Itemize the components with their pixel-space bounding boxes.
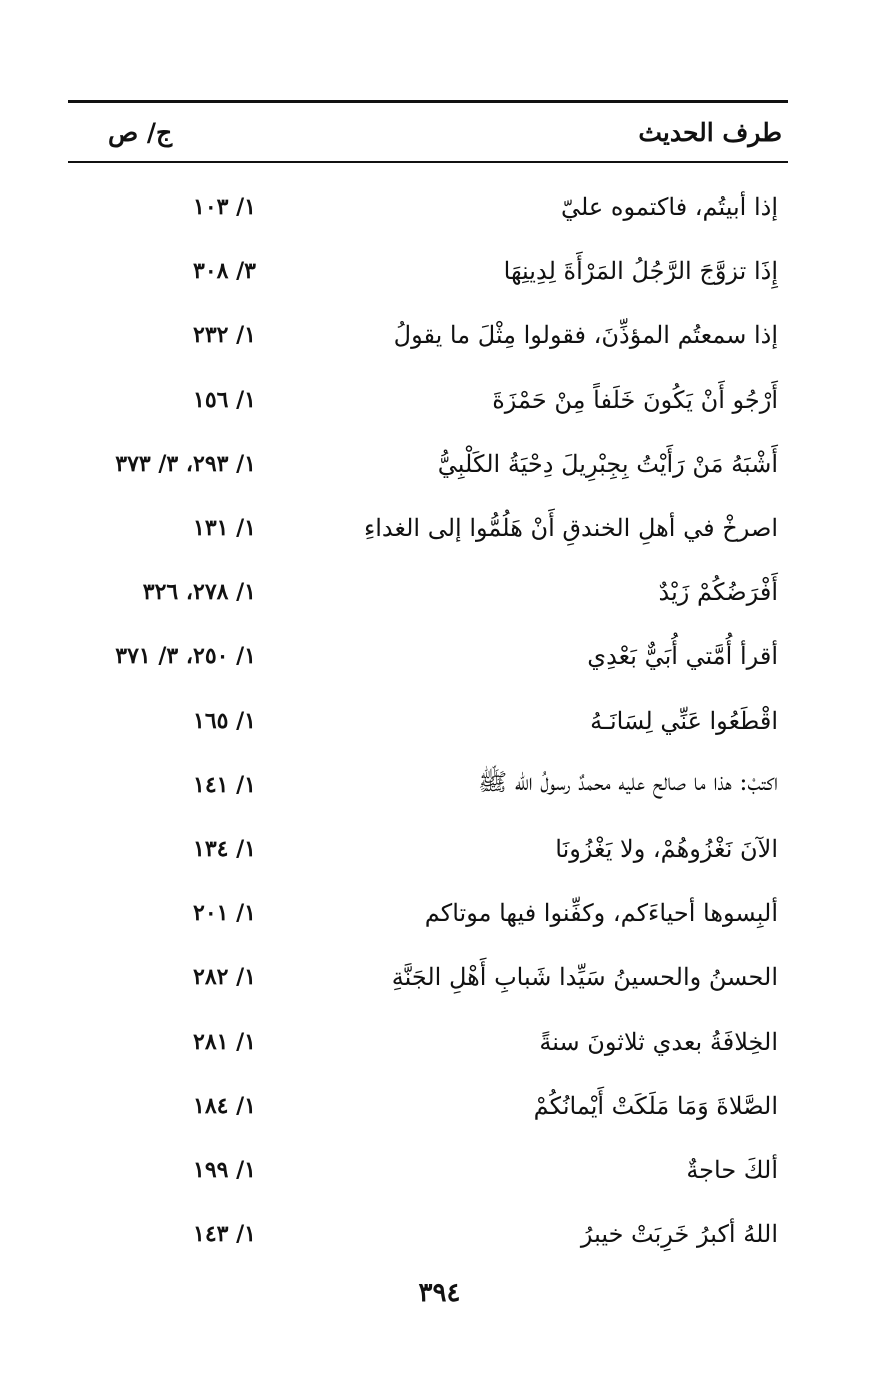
volume-page-ref: ١/ ٢٨٢ xyxy=(193,964,256,991)
table-row xyxy=(68,753,788,817)
table-row xyxy=(68,432,788,496)
page-number: ٣٩٤ xyxy=(418,1278,461,1308)
volume-page-ref: ١/ ١٤١ xyxy=(193,771,256,798)
volume-page-ref: ١/ ١٨٤ xyxy=(193,1092,256,1119)
volume-page-ref: ٣/ ٣٠٨ xyxy=(193,258,256,285)
hadith-text: ألكَ حاجةٌ xyxy=(686,1155,778,1184)
hadith-text: أَفْرَضُكُمْ زَيْدٌ xyxy=(658,578,778,607)
hadith-text: اصرخْ في أهلِ الخندقِ أَنْ هَلُمُّوا إلى الغداءِ xyxy=(363,514,778,543)
table-row xyxy=(68,1202,788,1266)
table-row xyxy=(68,560,788,624)
table-row xyxy=(68,1138,788,1202)
hadith-text: الصَّلاةَ وَمَا مَلَكَتْ أَيْمانُكُمْ xyxy=(533,1091,778,1120)
header-rule xyxy=(68,161,788,163)
hadith-text: أَشْبَهُ مَنْ رَأَيْتُ بِجِبْرِيلَ دِحْيَةُ الكَلْبِيُّ xyxy=(437,449,778,478)
hadith-text: ألبِسوها أحياءَكم، وكفِّنوا فيها موتاكم xyxy=(424,899,778,928)
table-row xyxy=(68,689,788,753)
table-row xyxy=(68,945,788,1009)
hadith-text: الخِلافَةُ بعدي ثلاثونَ سنةً xyxy=(539,1027,778,1056)
table-row xyxy=(68,303,788,367)
table-header xyxy=(68,103,788,161)
volume-page-ref: ١/ ١٤٣ xyxy=(193,1221,256,1248)
table-row xyxy=(68,496,788,560)
hadith-text: إِذَا تزوَّجَ الرَّجُلُ المَرْأَةَ لِدِينِهَا xyxy=(503,257,778,286)
hadith-text: الآنَ نَغْزُوهُمْ، ولا يَغْزُونَا xyxy=(555,834,778,863)
hadith-text: اقْطَعُوا عَنِّي لِسَانَـهُ xyxy=(590,706,778,735)
table-rows xyxy=(68,175,788,1266)
volume-page-ref: ١/ ١٩٩ xyxy=(193,1156,256,1183)
volume-page-ref: ١/ ٢٠١ xyxy=(193,900,256,927)
table-row xyxy=(68,1074,788,1138)
header-hadith-label: طرف الحديث xyxy=(638,117,782,147)
header-ref-label: ج/ ص xyxy=(108,117,173,147)
hadith-text: الحسنُ والحسينُ سَيِّدا شَبابِ أَهْلِ الجَنَّةِ xyxy=(391,963,778,992)
hadith-text: إذا سمعتُم المؤذِّنَ، فقولوا مِثْلَ ما يقولُ xyxy=(393,321,778,350)
volume-page-ref: ١/ ١٠٣ xyxy=(193,194,256,221)
table-row xyxy=(68,881,788,945)
hadith-text: اللهُ أكبرُ خَرِبَتْ خيبرُ xyxy=(580,1220,778,1249)
volume-page-ref: ١/ ١٣٤ xyxy=(193,835,256,862)
volume-page-ref: ١/ ٢٣٢ xyxy=(193,322,256,349)
volume-page-ref: ١/ ٢٥٠، ٣/ ٣٧١ xyxy=(115,643,256,670)
volume-page-ref: ١/ ٢٩٣، ٣/ ٣٧٣ xyxy=(115,450,256,477)
volume-page-ref: ١/ ١٦٥ xyxy=(193,707,256,734)
table-row xyxy=(68,817,788,881)
table-row xyxy=(68,175,788,239)
hadith-text: إذا أبيتُم، فاكتموه عليّ xyxy=(560,193,778,222)
table-row xyxy=(68,368,788,432)
hadith-text: أقرأ أُمَّتي أُبَيٌّ بَعْدِي xyxy=(587,642,778,671)
table-row xyxy=(68,624,788,688)
hadith-text: اكتبْ: هذا ما صالح عليه محمدٌ رسولُ الله ﷺ xyxy=(478,768,778,797)
table-row xyxy=(68,239,788,303)
index-table xyxy=(68,100,788,1266)
volume-page-ref: ١/ ١٣١ xyxy=(193,515,256,542)
volume-page-ref: ١/ ١٥٦ xyxy=(193,386,256,413)
volume-page-ref: ١/ ٢٧٨، ٣٢٦ xyxy=(142,579,256,606)
hadith-text: أَرْجُو أَنْ يَكُونَ خَلَفاً مِنْ حَمْزَةَ xyxy=(492,385,778,414)
table-row xyxy=(68,1009,788,1073)
volume-page-ref: ١/ ٢٨١ xyxy=(193,1028,256,1055)
